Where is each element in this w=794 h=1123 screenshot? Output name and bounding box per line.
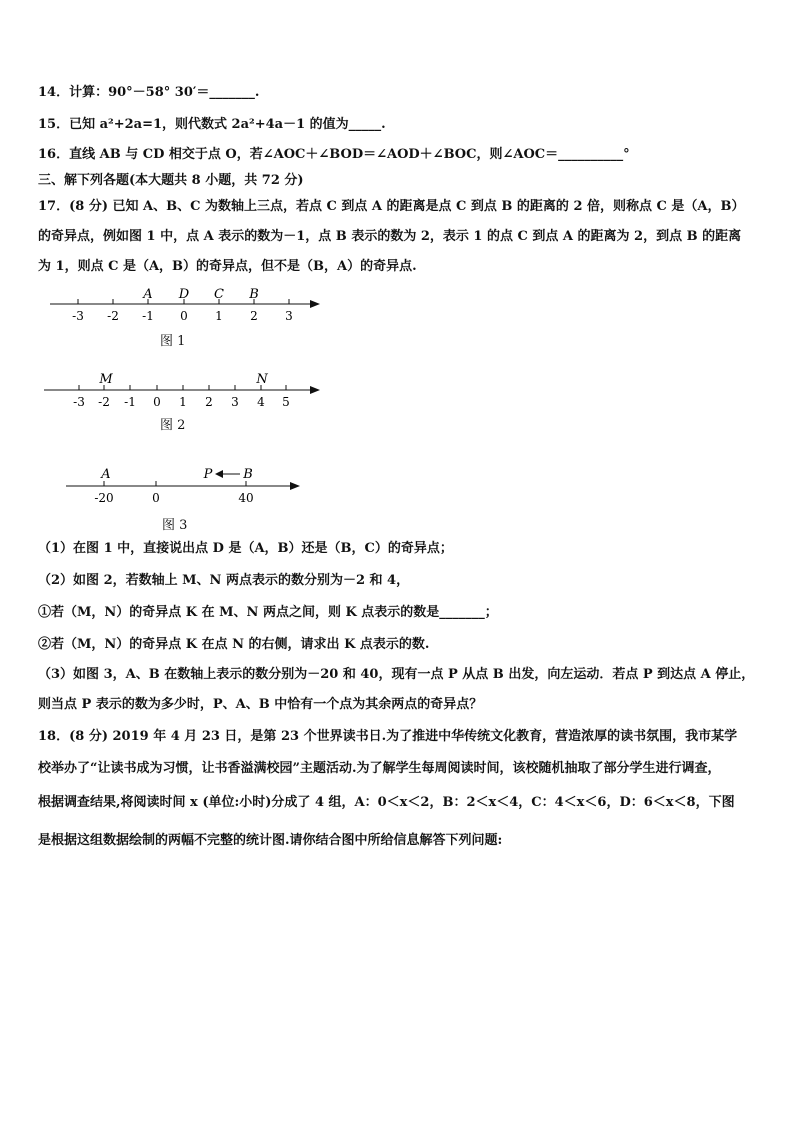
fig3-tick: -20 [94, 491, 114, 505]
question-18-line-1: 18．(8 分) 2019 年 4 月 23 日，是第 23 个世界读书日.为了推进中华传统文化教育，营造浓厚的读书氛围，我市某学 [38, 729, 738, 744]
fig1-tick: 1 [215, 309, 223, 323]
fig3-tick: 0 [152, 491, 160, 505]
fig2-tick: 5 [282, 395, 290, 409]
fig2-tick: -2 [98, 395, 110, 409]
question-18-line-4: 是根据这组数据绘制的两幅不完整的统计图.请你结合图中所给信息解答下列问题: [38, 833, 503, 848]
fig1-tick: -1 [142, 309, 154, 323]
question-17-line-3: 为 1，则点 C 是（A，B）的奇异点，但不是（B，A）的奇异点. [38, 259, 417, 274]
question-17-part-2b: ②若（M，N）的奇异点 K 在点 N 的右侧，请求出 K 点表示的数. [38, 637, 430, 652]
fig1-point-label: C [214, 287, 224, 302]
question-16: 16．直线 AB 与 CD 相交于点 O，若∠AOC＋∠BOD＝∠AOD＋∠BOC，则∠AOC＝__________° [38, 147, 630, 162]
section-heading: 三、解下列各题(本大题共 8 小题，共 72 分) [38, 173, 304, 188]
fig2-tick: 0 [153, 395, 161, 409]
fig3-tick: 40 [238, 491, 254, 505]
number-line-figure-2 [40, 368, 330, 410]
fig2-tick: -1 [124, 395, 136, 409]
question-14: 14．计算：90°－58° 30′＝_______. [38, 85, 260, 100]
fig1-tick: 2 [250, 309, 258, 323]
question-17-part-3-line-2: 则当点 P 表示的数为多少时，P、A、B 中恰有一个点为其余两点的奇异点？ [38, 697, 483, 712]
fig2-point-label: M [99, 372, 113, 387]
question-15: 15．已知 a²+2a=1，则代数式 2a²+4a－1 的值为_____. [38, 117, 386, 132]
question-17-part-1: （1）在图 1 中，直接说出点 D 是（A，B）还是（B，C）的奇异点； [38, 541, 453, 556]
figure-2-caption: 图 2 [160, 418, 186, 433]
number-line-figure-1 [44, 284, 334, 324]
fig1-tick: -3 [72, 309, 84, 323]
fig1-tick: 3 [285, 309, 293, 323]
fig3-point-label: B [243, 467, 253, 482]
fig1-tick: -2 [107, 309, 119, 323]
fig1-point-label: A [143, 287, 153, 302]
fig2-tick: 2 [205, 395, 213, 409]
fig1-point-label: B [249, 287, 259, 302]
fig2-tick: 4 [257, 395, 265, 409]
fig3-point-label: P [203, 467, 213, 482]
number-line-figure-3 [62, 464, 312, 506]
question-18-line-3: 根据调查结果,将阅读时间 x (单位:小时)分成了 4 组，A：0＜x＜2，B：2＜x＜4，C：4＜x＜6，D：6＜x＜8，下图 [38, 795, 735, 810]
question-17-line-2: 的奇异点，例如图 1 中，点 A 表示的数为－1，点 B 表示的数为 2，表示 1 的点 C 到点 A 的距离为 2，到点 B 的距离 [38, 229, 742, 244]
leftward-arrow-icon [215, 470, 240, 478]
question-17-part-2a: ①若（M，N）的奇异点 K 在 M、N 两点之间，则 K 点表示的数是_______； [38, 605, 498, 620]
fig2-point-label: N [256, 372, 268, 387]
fig1-tick: 0 [180, 309, 188, 323]
fig3-point-label: A [101, 467, 111, 482]
figure-1-caption: 图 1 [160, 334, 186, 349]
question-17-part-3-line-1: （3）如图 3，A、B 在数轴上表示的数分别为－20 和 40，现有一点 P 从点 B 出发，向左运动．若点 P 到达点 A 停止， [38, 667, 755, 682]
question-17-line-1: 17．(8 分) 已知 A、B、C 为数轴上三点，若点 C 到点 A 的距离是点 C 到点 B 的距离的 2 倍，则称点 C 是（A，B） [38, 199, 745, 214]
question-17-part-2: （2）如图 2，若数轴上 M、N 两点表示的数分别为－2 和 4， [38, 573, 410, 588]
fig2-tick: -3 [73, 395, 85, 409]
fig1-point-label: D [178, 287, 190, 302]
question-18-line-2: 校举办了“让读书成为习惯，让书香溢满校园”主题活动.为了解学生每周阅读时间，该校随机抽取了部分学生进行调查， [38, 761, 721, 776]
fig2-tick: 1 [179, 395, 187, 409]
figure-3-caption: 图 3 [162, 518, 188, 533]
fig2-tick: 3 [231, 395, 239, 409]
